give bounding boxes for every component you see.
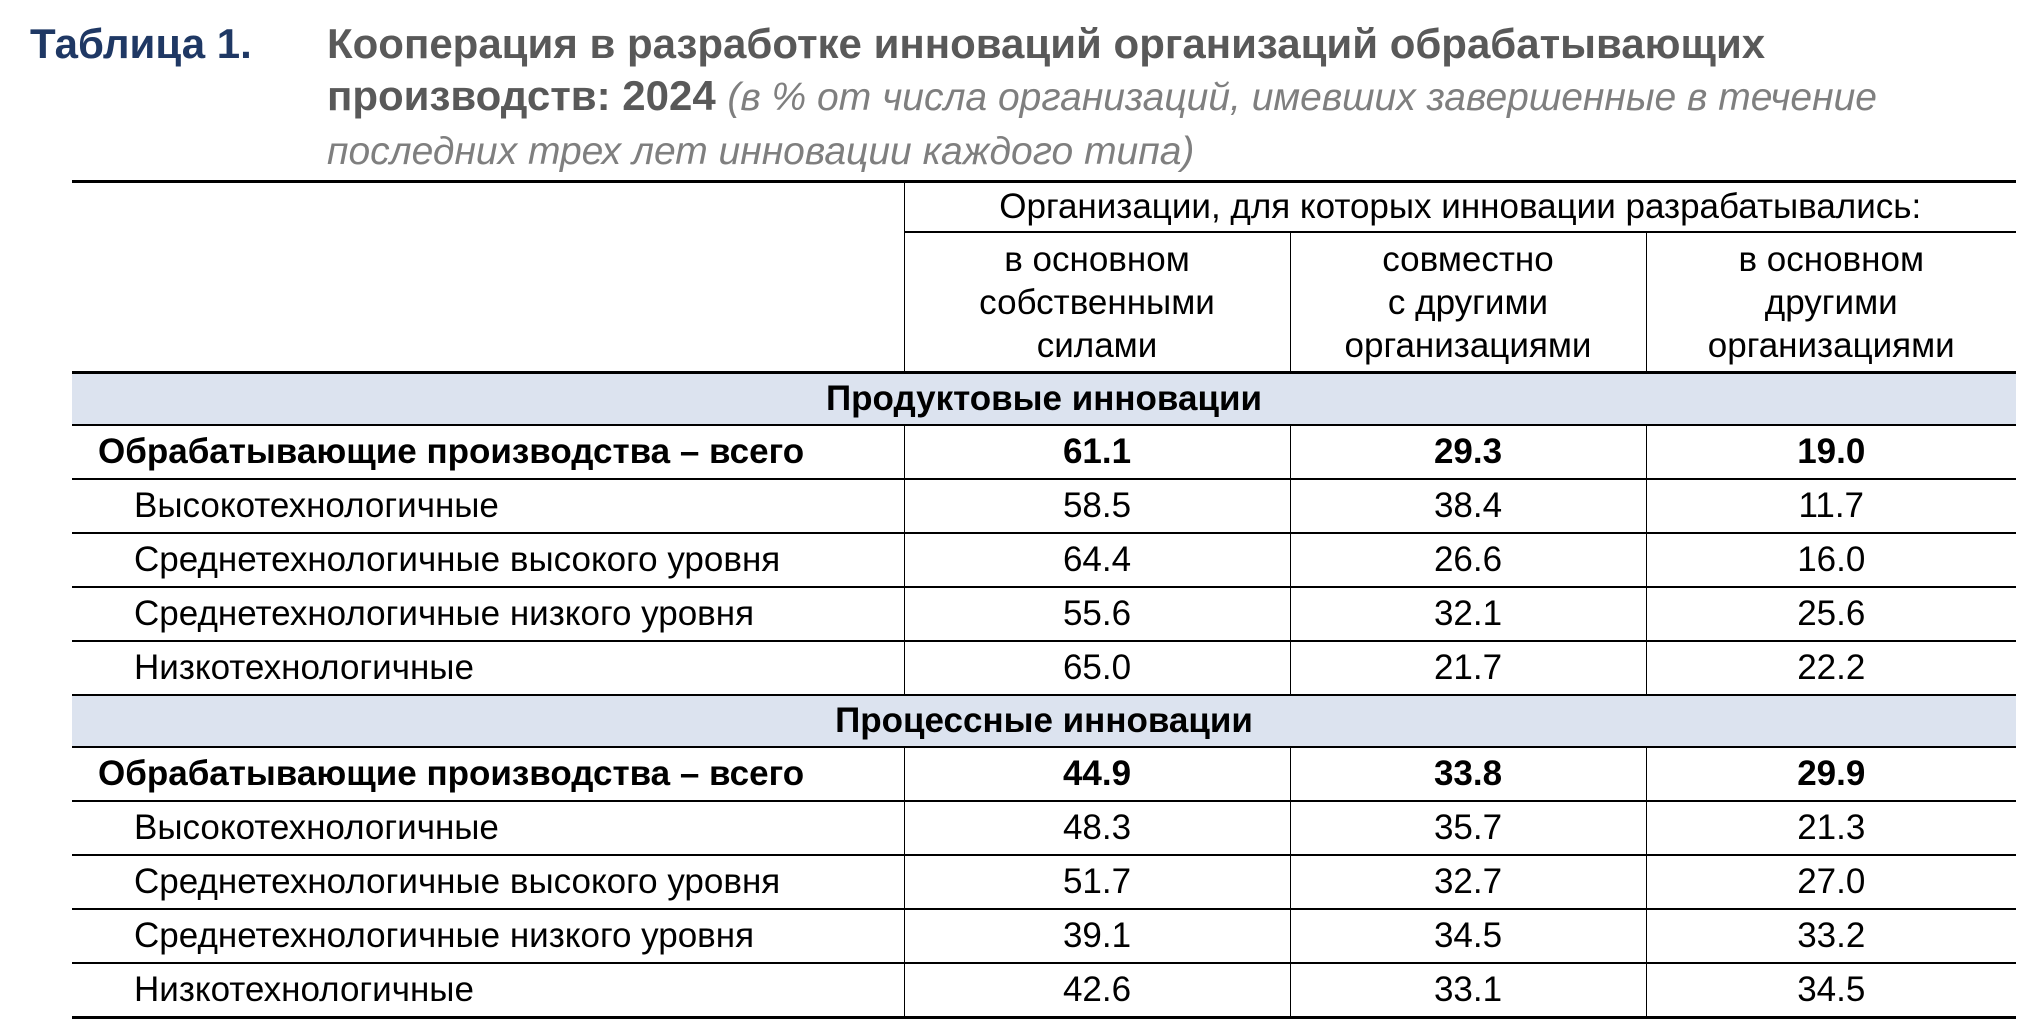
value-cell: 21.3 [1646,801,2016,855]
table-row [72,533,2016,587]
column-header-line: в основном [1004,239,1190,279]
value-cell: 55.6 [904,587,1290,641]
table-title [327,18,2027,178]
innovation-cooperation-table [72,180,2016,1019]
value-cell: 25.6 [1646,587,2016,641]
value-cell: 33.8 [1290,747,1646,801]
value-cell: 34.5 [1290,909,1646,963]
column-header-line: организациями [1707,325,1955,365]
table-number-label: Таблица 1. [30,20,252,67]
column-header-line: собственными [979,282,1215,322]
table-row [72,963,2016,1018]
value-cell: 42.6 [904,963,1290,1018]
column-header-line: другими [1764,282,1898,322]
table-row [72,479,2016,533]
row-label: Низкотехнологичные [72,963,904,1018]
group-header: Организации, для которых инновации разрабатывались: [904,182,2016,233]
table-row [72,425,2016,479]
table-row [72,747,2016,801]
value-cell: 61.1 [904,425,1290,479]
value-cell: 29.9 [1646,747,2016,801]
row-label: Обрабатывающие производства – всего [72,425,904,479]
table-title-main: Кооперация в разработке инноваций организаций обрабатывающих производств: 2024 [327,20,1766,119]
value-cell: 65.0 [904,641,1290,695]
table-title-note: (в % от числа организаций, имевших завершенные в течение последних трех лет инновации каждого типа) [327,76,1877,173]
value-cell: 58.5 [904,479,1290,533]
section-row [72,373,2016,426]
column-header-line: организациями [1344,325,1592,365]
row-label: Высокотехнологичные [72,479,904,533]
value-cell: 32.1 [1290,587,1646,641]
value-cell: 34.5 [1646,963,2016,1018]
column-header-others [1646,232,2016,373]
value-cell: 16.0 [1646,533,2016,587]
table-row [72,855,2016,909]
table-row [72,909,2016,963]
value-cell: 26.6 [1290,533,1646,587]
value-cell: 44.9 [904,747,1290,801]
value-cell: 35.7 [1290,801,1646,855]
row-label: Среднетехнологичные высокого уровня [72,855,904,909]
section-title: Продуктовые инновации [72,373,2016,426]
row-label: Высокотехнологичные [72,801,904,855]
section-row [72,695,2016,747]
column-header-line: в основном [1738,239,1925,279]
value-cell: 64.4 [904,533,1290,587]
value-cell: 39.1 [904,909,1290,963]
value-cell: 21.7 [1290,641,1646,695]
value-cell: 27.0 [1646,855,2016,909]
value-cell: 19.0 [1646,425,2016,479]
column-header-line: совместно [1382,239,1554,279]
header-corner-lower [72,232,904,373]
header-corner [72,182,904,233]
table-row [72,587,2016,641]
value-cell: 48.3 [904,801,1290,855]
value-cell: 29.3 [1290,425,1646,479]
value-cell: 33.2 [1646,909,2016,963]
column-header-own [904,232,1290,373]
value-cell: 51.7 [904,855,1290,909]
value-cell: 33.1 [1290,963,1646,1018]
row-label: Низкотехнологичные [72,641,904,695]
table-row [72,641,2016,695]
row-label: Среднетехнологичные низкого уровня [72,587,904,641]
table-row [72,801,2016,855]
value-cell: 38.4 [1290,479,1646,533]
section-title: Процессные инновации [72,695,2016,747]
table-body [72,373,2016,1018]
column-header-line: силами [1036,325,1158,365]
row-label: Обрабатывающие производства – всего [72,747,904,801]
row-label: Среднетехнологичные низкого уровня [72,909,904,963]
column-header-joint [1290,232,1646,373]
row-label: Среднетехнологичные высокого уровня [72,533,904,587]
column-header-line: с другими [1387,282,1549,322]
value-cell: 32.7 [1290,855,1646,909]
value-cell: 11.7 [1646,479,2016,533]
value-cell: 22.2 [1646,641,2016,695]
